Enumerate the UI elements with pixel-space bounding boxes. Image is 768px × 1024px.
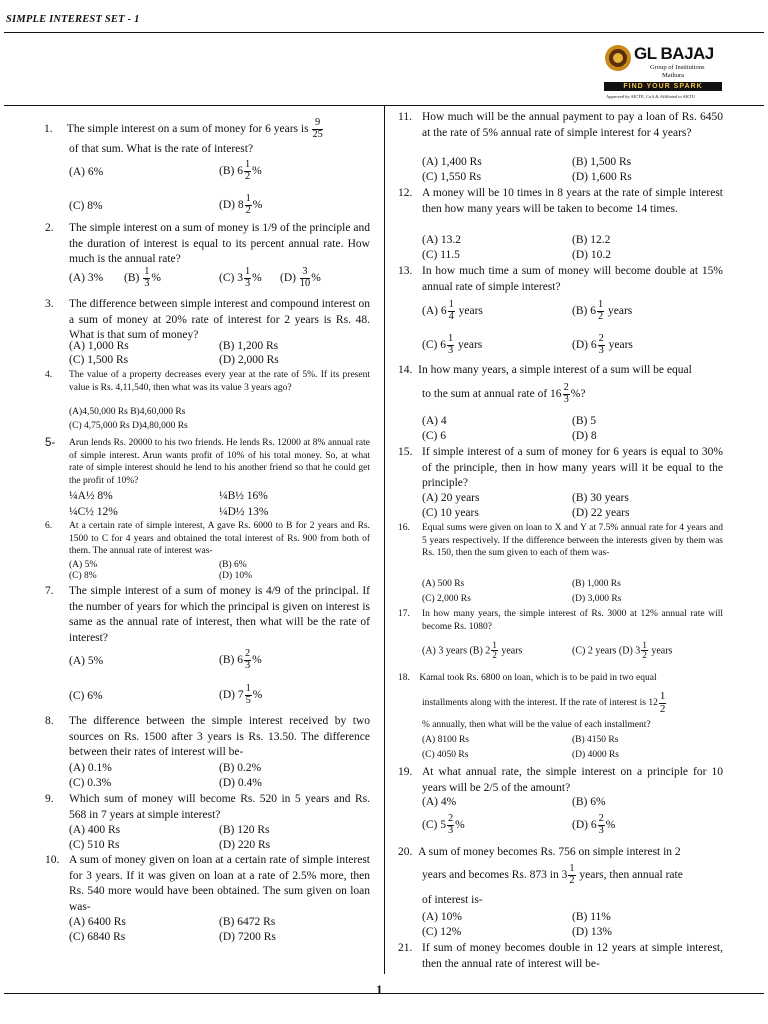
fraction: $\frac{9}{25}$	[312, 117, 323, 140]
question-text-cont2: of interest is-	[422, 894, 483, 906]
option-c: (C) 8%	[69, 200, 103, 212]
option-b: (B) 6 $\frac{1}{2}$ years	[572, 299, 633, 322]
question-text: A sum of money becomes Rs. 756 on simple interest in 2	[418, 846, 681, 858]
question-11	[398, 110, 723, 141]
question-text: In how much time a sum of money will become double at 15% annual rate of simple interest?	[422, 265, 723, 293]
option-a: (A) 10%	[422, 911, 462, 923]
question-number: 21.	[398, 942, 413, 954]
option-b: (B) 120 Rs	[219, 824, 270, 836]
question-text: In how many years, a simple interest of a sum will be equal	[418, 364, 692, 376]
option-c: (C) 11.5	[422, 249, 460, 261]
option-b: (B) 6472 Rs	[219, 916, 276, 928]
option-a: (A) 500 Rs	[422, 579, 465, 589]
option-a: (A) 8100 Rs	[422, 735, 469, 745]
question-7	[45, 584, 370, 646]
option-b: (B) 6 $\frac{2}{3}$ %	[219, 648, 262, 671]
question-text: A sum of money given on loan at a certain rate of simple interest for 3 years. If it was given on loan at a rate of 2.5% more, then Rs. 540 more would have been obtained. The sum given on loan was-	[69, 854, 370, 913]
option-c: (C) 6	[422, 430, 446, 442]
question-6	[45, 520, 370, 558]
question-number: 15.	[398, 446, 413, 458]
option-b: (B) 1,000 Rs	[572, 579, 621, 589]
question-text: The value of a property decreases every year at the rate of 5%. If its present value is Rs. 4,11,540, then what was its value 3 years ago?	[69, 370, 370, 393]
option-a: (A) 13.2	[422, 234, 461, 246]
option-c: (C) 0.3%	[69, 777, 112, 789]
option-b: (B) 12.2	[572, 234, 611, 246]
question-16	[398, 522, 723, 560]
question-14	[398, 364, 692, 376]
option-b: (B) 1,200 Rs	[219, 340, 279, 352]
option-b: (B) 6%	[572, 796, 606, 808]
option-a: (A) 20 years	[422, 492, 480, 504]
question-number: 8.	[45, 715, 54, 727]
option-d: (D) 6 $\frac{2}{3}$ years	[572, 333, 633, 356]
option-a: ¼A½ 8%	[69, 490, 113, 502]
question-number: 20.	[398, 846, 413, 858]
footer-rule	[4, 993, 764, 994]
question-number: 11.	[398, 111, 412, 123]
option-b: (B) 11%	[572, 911, 611, 923]
question-number: 9.	[45, 793, 54, 805]
option-a: (A) 1,400 Rs	[422, 156, 482, 168]
question-number: 5-	[45, 437, 56, 449]
option-c: (C) 3 $\frac{1}{3}$ %	[219, 266, 262, 289]
option-c: (C) 6840 Rs	[69, 931, 126, 943]
option-a: (A) 400 Rs	[69, 824, 121, 836]
option-c: (C) 4,75,000 Rs D)4,80,000 Rs	[69, 421, 188, 431]
question-17	[398, 608, 723, 633]
option-d: (D) 3,000 Rs	[572, 594, 622, 604]
question-text: Kamal took Rs. 6800 on loan, which is to be paid in two equal	[419, 673, 657, 683]
option-d: (D) 8	[572, 430, 597, 442]
question-2	[45, 221, 370, 268]
question-text: The simple interest on a sum of money for 6 years is	[66, 123, 309, 136]
logo-name: GL BAJAJ	[634, 44, 714, 63]
question-text-cont: to the sum at annual rate of 16 $\frac{2}{3}$ %?	[422, 382, 586, 405]
question-5	[45, 437, 370, 487]
option-c: (C) 1,500 Rs	[69, 354, 129, 366]
question-number: 18.	[398, 673, 410, 683]
option-d: (D) 4000 Rs	[572, 750, 619, 760]
option-c: (C) 6 $\frac{1}{3}$ years	[422, 333, 483, 356]
institution-logo	[604, 44, 724, 102]
option-a: (A) 3 years (B) 2 $\frac{1}{2}$ years	[422, 640, 523, 661]
question-text-cont: years and becomes Rs. 873 in 3 $\frac{1}{2}$ years, then annual rate	[422, 863, 683, 886]
option-d: (D) 220 Rs	[219, 839, 271, 851]
option-b: (B) 30 years	[572, 492, 629, 504]
option-d: (D) 10%	[219, 571, 252, 581]
question-10	[45, 853, 370, 915]
question-number: 1.	[44, 123, 53, 136]
question-number: 4.	[45, 370, 53, 380]
option-a: (A) 4	[422, 415, 447, 427]
question-text: In how many years, the simple interest of Rs. 3000 at 12% annual rate will become Rs. 1080?	[422, 609, 723, 632]
question-13	[398, 264, 723, 295]
question-text-cont: installments along with the interest. If the rate of interest is 12 $\frac{1}{2}$	[422, 690, 666, 715]
option-a: (A) 1,000 Rs	[69, 340, 129, 352]
question-text: If simple interest of a sum of money for 6 years is equal to 30% of the principle, then in how many years will it be equal to the principle?	[422, 446, 723, 489]
option-d: (D) 0.4%	[219, 777, 262, 789]
option-d: (D) 7 $\frac{1}{5}$ %	[219, 683, 263, 706]
option-c: (C) 8%	[69, 571, 97, 581]
question-number: 3.	[45, 298, 54, 310]
question-number: 19.	[398, 766, 413, 778]
option-b: (B) 1,500 Rs	[572, 156, 632, 168]
option-a: (A) 3%	[69, 272, 104, 284]
option-a: (A) 5%	[69, 655, 104, 667]
option-d: (D) 1,600 Rs	[572, 171, 632, 183]
question-19	[398, 765, 723, 796]
question-number: 14.	[398, 364, 413, 376]
option-c: (C) 510 Rs	[69, 839, 120, 851]
option-a: (A) 0.1%	[69, 762, 112, 774]
option-d: (D) 10.2	[572, 249, 611, 261]
option-d: (D) 22 years	[572, 507, 630, 519]
option-b: ¼B½ 16%	[219, 490, 268, 502]
option-b: (B) 0.2%	[219, 762, 262, 774]
page-header-title: SIMPLE INTEREST SET - 1	[6, 14, 140, 25]
option-d: (D) 8 $\frac{1}{2}$ %	[219, 193, 263, 216]
option-d: (D) 6 $\frac{2}{3}$ %	[572, 813, 616, 836]
option-c: (C) 6%	[69, 690, 103, 702]
question-text: How much will be the annual payment to pay a loan of Rs. 6450 at the rate of 5% annual rate of simple interest for 4 years?	[422, 111, 723, 139]
question-15	[398, 445, 723, 492]
question-4	[45, 369, 370, 394]
question-text: The difference between simple interest and compound interest on a sum of money at 20% rate of interest for 2 years is Rs. 48. What is that sum of money?	[69, 298, 370, 341]
question-number: 17.	[398, 609, 410, 619]
question-text: Arun lends Rs. 20000 to his two friends. He lends Rs. 12000 at 8% annual rate of simple interest. Arun wants profit of 10% of his total money. So, at what rate of simple interest should he lend to his another friend so that he could get the profit of 10%?	[69, 438, 370, 486]
question-9	[45, 792, 370, 823]
option-a: (A) 6 $\frac{1}{4}$ years	[422, 299, 483, 322]
option-a: (A) 6%	[69, 166, 104, 178]
logo-approval: Approved by AICTE, CoA & Affiliated to AKTU	[606, 94, 696, 99]
question-number: 16.	[398, 523, 410, 533]
option-c: (C) 2,000 Rs	[422, 594, 471, 604]
question-number: 12.	[398, 187, 413, 199]
option-d: (D) 2,000 Rs	[219, 354, 279, 366]
question-text: The difference between the simple interest received by two sources on Rs. 1500 after 3 years is Rs. 13.50. The difference between their rates of interest will be-	[69, 715, 370, 758]
question-3	[45, 297, 370, 344]
question-21	[398, 941, 723, 972]
option-b: (B) 6 $\frac{1}{2}$ %	[219, 159, 262, 182]
column-divider	[384, 106, 385, 974]
option-c: (C) 1,550 Rs	[422, 171, 482, 183]
question-text-cont2: % annually, then what will be the value of each installment?	[422, 720, 651, 730]
option-c: ¼C½ 12%	[69, 506, 118, 518]
option-c: (C) 12%	[422, 926, 462, 938]
question-number: 2.	[45, 222, 54, 234]
question-number: 6.	[45, 521, 53, 531]
option-c: (C) 2 years (D) 3 $\frac{1}{2}$ years	[572, 640, 673, 661]
question-20	[398, 846, 681, 858]
option-d: ¼D½ 13%	[219, 506, 269, 518]
question-text: Which sum of money will become Rs. 520 in 5 years and Rs. 568 in 7 years at simple interest?	[69, 793, 370, 821]
page-number: 1	[376, 982, 383, 997]
option-d: (D) 7200 Rs	[219, 931, 276, 943]
question-18	[398, 673, 657, 683]
option-a: (A) 5%	[69, 560, 98, 570]
option-b: (B) $\frac{1}{3}$ %	[124, 266, 161, 289]
question-text: A money will be 10 times in 8 years at the rate of simple interest then how many years will be taken to become 14 times.	[422, 187, 723, 215]
option-d: (D) $\frac{3}{10}$ %	[280, 266, 321, 289]
question-text: If sum of money becomes double in 12 years at simple interest, then the annual rate of interest will be-	[422, 942, 723, 970]
option-c: (C) 4050 Rs	[422, 750, 469, 760]
question-number: 13.	[398, 265, 413, 277]
question-number: 10.	[45, 854, 60, 866]
question-text: The simple interest on a sum of money is 1/9 of the principle and the duration of interest is equal to its percent annual rate. How much is the annual rate?	[69, 222, 370, 265]
question-text: At what annual rate, the simple interest on a principle for 10 years will be 2/5 of the amount?	[422, 766, 723, 794]
option-b: (B) 6%	[219, 560, 247, 570]
question-text: At a certain rate of simple interest, A gave Rs. 6000 to B for 2 years and Rs. 1500 to C for 4 years and obtained the total interest of Rs. 900 from both of them. The annual rate of interest was-	[69, 521, 370, 557]
option-a: (A)4,50,000 Rs B)4,60,000 Rs	[69, 407, 186, 417]
option-a: (A) 4%	[422, 796, 457, 808]
question-1	[44, 118, 324, 141]
emblem-icon	[604, 44, 632, 72]
logo-city: Mathura	[662, 72, 685, 79]
option-c: (C) 10 years	[422, 507, 479, 519]
option-b: (B) 5	[572, 415, 596, 427]
logo-tagline: FIND YOUR SPARK	[604, 82, 722, 91]
option-c: (C) 5 $\frac{2}{3}$ %	[422, 813, 465, 836]
question-text: Equal sums were given on loan to X and Y at 7.5% annual rate for 4 years and 5 years respectively. If the difference between the interests given by them was Rs. 150, then the sum given to each of them was-	[422, 523, 723, 559]
question-text: The simple interest of a sum of money is 4/9 of the principal. If the number of years for which the principal is given on interest is same as the annual rate of interest, then what will be the rate of interest?	[69, 585, 370, 644]
logo-group: Group of Institutions	[650, 64, 705, 71]
question-text-cont: of that sum. What is the rate of interest?	[69, 143, 254, 155]
option-a: (A) 6400 Rs	[69, 916, 126, 928]
option-b: (B) 4150 Rs	[572, 735, 619, 745]
option-d: (D) 13%	[572, 926, 612, 938]
question-12	[398, 186, 723, 217]
question-number: 7.	[45, 585, 54, 597]
question-8	[45, 714, 370, 761]
